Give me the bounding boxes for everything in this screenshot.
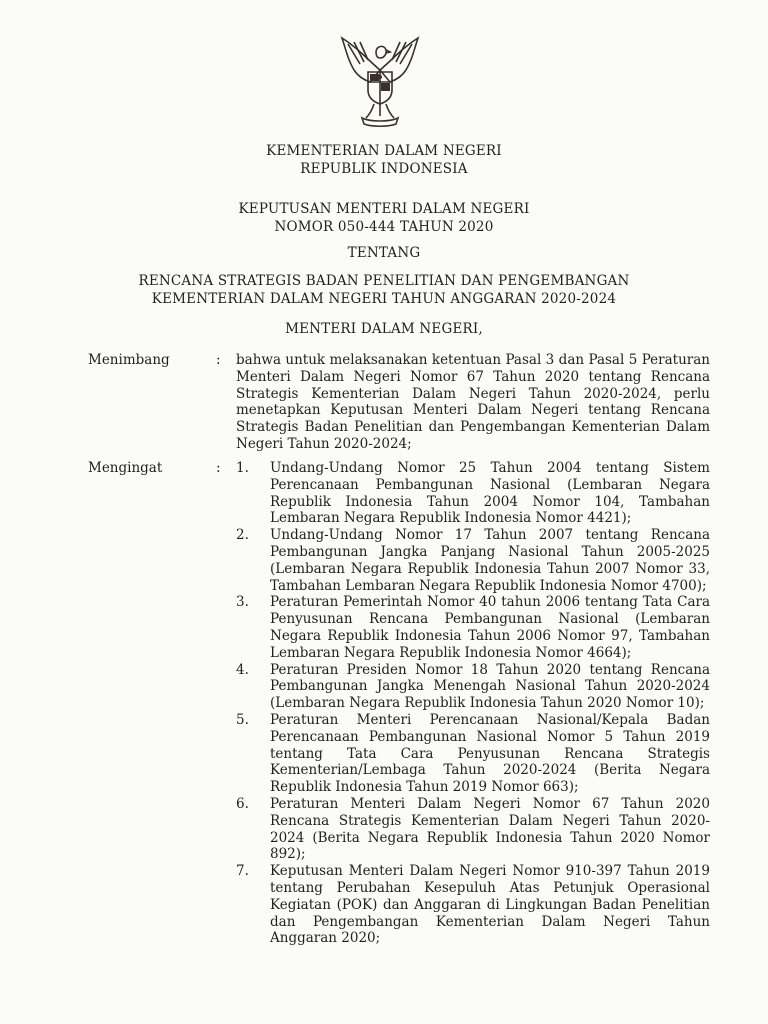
subject-heading [0, 272, 768, 308]
item-number: 7. [236, 863, 249, 880]
list-item [236, 460, 710, 527]
item-text: Undang-Undang Nomor 17 Tahun 2007 tentang Rencana Pembangunan Jangka Panjang Nasional Tahun 2005-2025 (Lembaran Negara Republik Indonesia Tahun 2007 Nomor 33, Tambahan Lembaran Negara Republik Indonesia Nomor 4700); [270, 527, 710, 594]
menimbang-label: Menimbang [88, 352, 170, 368]
list-item [236, 712, 710, 796]
decree-line-1: KEPUTUSAN MENTERI DALAM NEGERI [238, 201, 530, 217]
item-text: Peraturan Menteri Dalam Negeri Nomor 67 Tahun 2020 Rencana Strategis Kementerian Dalam Negeri Tahun 2020-2024 (Berita Negara Republik Indonesia Tahun 2020 Nomor 892); [270, 795, 710, 863]
item-number: 5. [236, 711, 249, 728]
garuda-emblem-icon [330, 30, 430, 130]
list-item [236, 796, 710, 863]
ministry-line-1: KEMENTERIAN DALAM NEGERI [266, 143, 502, 159]
subject-line-2: KEMENTERIAN DALAM NEGERI TAHUN ANGGARAN 2020-2024 [151, 291, 617, 307]
item-text: Keputusan Menteri Dalam Negeri Nomor 910-397 Tahun 2019 tentang Perubahan Kesepuluh Atas Petunjuk Operasional Kegiatan (POK) dan Anggaran di Lingkungan Badan Penelitian dan Pengembangan Kementerian Dalam Negeri Tahun Anggaran 2020; [270, 863, 710, 947]
item-text: Peraturan Presiden Nomor 18 Tahun 2020 tentang Rencana Pembangunan Jangka Menengah Nasional Tahun 2020-2024 (Lembaran Negara Republik Indonesia Tahun 2020 Nomor 10); [270, 661, 710, 712]
item-text: Undang-Undang Nomor 25 Tahun 2004 tentang Sistem Perencanaan Pembangunan Nasional (Lembaran Negara Republik Indonesia Tahun 2004 Nomor 104, Tambahan Lembaran Negara Republik Indonesia Nomor 4421); [270, 460, 710, 527]
ministry-heading [0, 142, 768, 178]
list-item [236, 594, 710, 661]
list-item [236, 527, 710, 594]
list-item [236, 662, 710, 712]
list-item [236, 863, 710, 947]
about-label: TENTANG [347, 245, 421, 261]
mengingat-label: Mengingat [88, 460, 163, 476]
menimbang-colon: : [216, 352, 221, 368]
subject-line-1: RENCANA STRATEGIS BADAN PENELITIAN DAN PENGEMBANGAN [138, 273, 630, 289]
item-text: Peraturan Pemerintah Nomor 40 tahun 2006 tentang Tata Cara Penyusunan Rencana Pembangunan Nasional (Lembaran Negara Republik Indonesia Tahun 2006 Nomor 97, Tambahan Lembaran Negara Republik Indonesia Nomor 4664); [270, 594, 710, 661]
item-number: 6. [236, 795, 249, 812]
issuer-label: MENTERI DALAM NEGERI, [285, 321, 483, 337]
menimbang-text: bahwa untuk melaksanakan ketentuan Pasal 3 dan Pasal 5 Peraturan Menteri Dalam Negeri Nomor 67 Tahun 2020 tentang Rencana Strategis Kementerian Dalam Negeri Tahun 2020-2024, perlu menetapkan Keputusan Menteri Dalam Negeri tentang Rencana Strategis Badan Penelitian dan Pengembangan Kementerian Dalam Negeri Tahun 2020-2024; [236, 352, 710, 452]
decree-heading [0, 200, 768, 236]
issuer-heading [0, 320, 768, 338]
mengingat-list [236, 460, 710, 947]
mengingat-colon: : [216, 460, 221, 476]
ministry-line-2: REPUBLIK INDONESIA [300, 161, 468, 177]
decree-number: NOMOR 050-444 TAHUN 2020 [274, 219, 494, 235]
item-number: 2. [236, 527, 249, 544]
item-number: 3. [236, 594, 249, 611]
item-number: 4. [236, 661, 249, 678]
item-number: 1. [236, 460, 249, 476]
item-text: Peraturan Menteri Perencanaan Nasional/Kepala Badan Perencanaan Pembangunan Nasional Nomor 5 Tahun 2019 tentang Tata Cara Penyusunan Rencana Strategis Kementerian/Lembaga Tahun 2020-2024 (Berita Negara Republik Indonesia Tahun 2019 Nomor 663); [270, 711, 710, 796]
about-heading [0, 244, 768, 262]
